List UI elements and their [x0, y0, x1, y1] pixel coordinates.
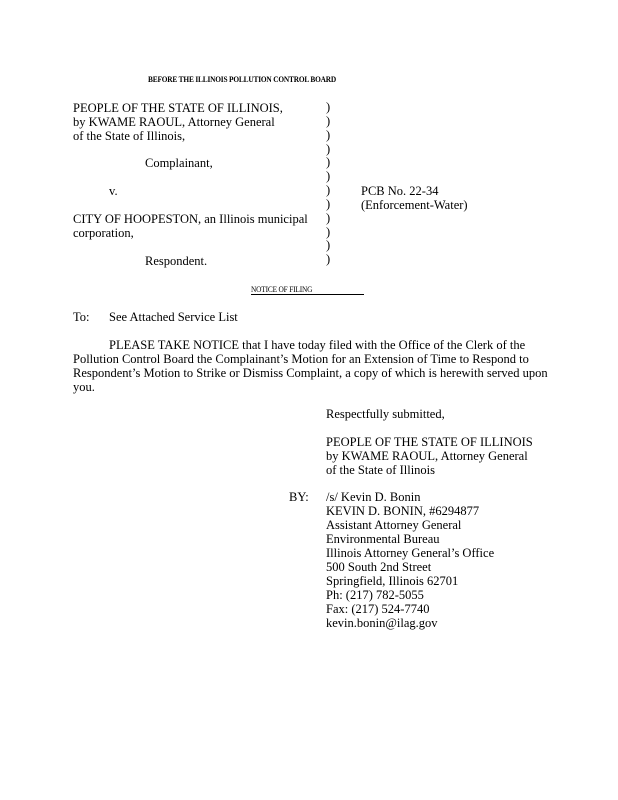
paren: ) [326, 196, 331, 211]
signer-line-4: Environmental Bureau [326, 532, 440, 546]
caption-parentheses [326, 101, 330, 267]
signer-email[interactable]: kevin.bonin@ilag.gov [326, 616, 438, 630]
to-label: To: [73, 310, 90, 324]
case-type: (Enforcement-Water) [361, 198, 468, 212]
signer-line-9: Fax: (217) 524-7740 [326, 602, 430, 616]
body-line-4: you. [73, 380, 95, 394]
signer-line-6: 500 South 2nd Street [326, 560, 432, 574]
signer-line-8: Ph: (217) 782-5055 [326, 588, 424, 602]
paren: ) [326, 155, 331, 170]
paren: ) [326, 100, 331, 114]
plaintiff-line-2: by KWAME RAOUL, Attorney General [73, 115, 275, 129]
paren: ) [326, 224, 331, 239]
plaintiff-line-3: of the State of Illinois, [73, 129, 186, 143]
signer-line-2: KEVIN D. BONIN, #6294877 [326, 504, 480, 518]
signer-line-5: Illinois Attorney General’s Office [326, 546, 495, 560]
versus-label: v. [109, 184, 118, 198]
signature-party-line-1: PEOPLE OF THE STATE OF ILLINOIS [326, 435, 533, 449]
paren: ) [326, 183, 331, 198]
notice-title: NOTICE OF FILING [251, 285, 313, 294]
to-value: See Attached Service List [109, 310, 238, 324]
signature-party-line-2: by KWAME RAOUL, Attorney General [326, 449, 528, 463]
paren: ) [326, 252, 331, 267]
body-line-3: Respondent’s Motion to Strike or Dismiss Complaint, a copy of which is herewith served upon [73, 366, 548, 380]
signer-line-1: /s/ Kevin D. Bonin [326, 490, 421, 504]
body-line-2: Pollution Control Board the Complainant’s Motion for an Extension of Time to Respond to [73, 352, 529, 366]
paren: ) [326, 169, 331, 184]
paren: ) [326, 238, 331, 253]
plaintiff-line-1: PEOPLE OF THE STATE OF ILLINOIS, [73, 101, 283, 115]
paren: ) [326, 210, 331, 225]
signer-line-3: Assistant Attorney General [326, 518, 462, 532]
defendant-line-1: CITY OF HOOPESTON, an Illinois municipal [73, 212, 308, 226]
respondent-label: Respondent. [145, 254, 208, 268]
signer-line-7: Springfield, Illinois 62701 [326, 574, 459, 588]
signature-party-line-3: of the State of Illinois [326, 463, 436, 477]
paren: ) [326, 141, 331, 156]
complainant-label: Complainant, [145, 156, 213, 170]
by-label: BY: [289, 490, 309, 504]
notice-title-underline [251, 294, 364, 295]
case-number: PCB No. 22-34 [361, 184, 439, 198]
body-line-1: PLEASE TAKE NOTICE that I have today filed with the Office of the Clerk of the [109, 338, 526, 352]
defendant-line-2: corporation, [73, 226, 134, 240]
board-header: BEFORE THE ILLINOIS POLLUTION CONTROL BOARD [148, 75, 337, 84]
paren: ) [326, 113, 331, 128]
closing: Respectfully submitted, [326, 407, 445, 421]
paren: ) [326, 127, 331, 142]
